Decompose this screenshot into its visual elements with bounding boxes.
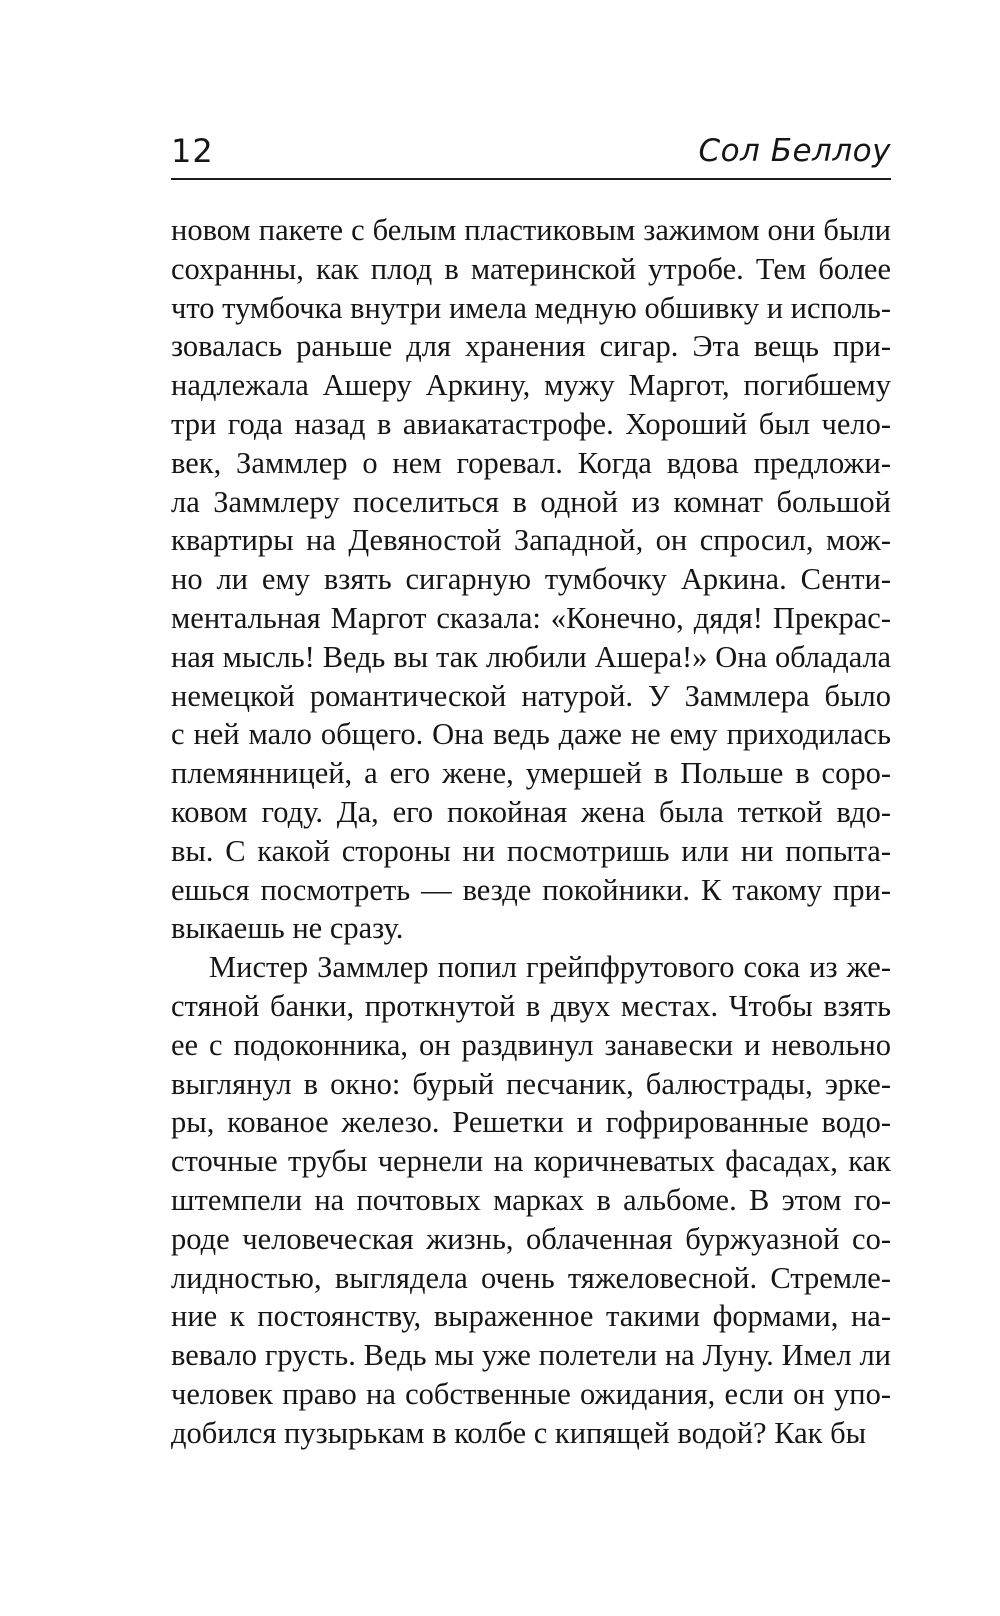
text-line: зовалась раньше для хранения сигар. Эта вещь при- (171, 329, 891, 364)
text-line: штемпели на почтовых марках в альбоме. В этом го- (171, 1182, 891, 1217)
text-line: выглянул в окно: бурый песчаник, балюстрады, эрке- (171, 1066, 891, 1101)
text-line: роде человеческая жизнь, облаченная буржуазной со- (171, 1221, 891, 1256)
text-line: человек право на собственные ожидания, если он упо- (171, 1376, 891, 1411)
text-line: немецкой романтической натурой. У Заммлера было (171, 678, 891, 713)
text-line: ние к постоянству, выраженное такими формами, на- (171, 1299, 891, 1334)
text-line: ры, кованое железо. Решетки и гофрированные водо- (171, 1105, 891, 1140)
text-line: стяной банки, проткнутой в двух местах. Чтобы взять (171, 988, 891, 1023)
page-number: 12 (171, 132, 214, 170)
text-line: с ней мало общего. Она ведь даже не ему приходилась (171, 717, 891, 752)
text-line: лидностью, выглядела очень тяжеловесной. Стремле- (171, 1260, 891, 1295)
paragraph (171, 211, 891, 948)
text-line: ешься посмотреть — везде покойники. К такому при- (171, 872, 891, 907)
paragraph (171, 948, 891, 1452)
text-line: сохранны, как плод в материнской утробе. Тем более (171, 251, 891, 286)
text-line: вевало грусть. Ведь мы уже полетели на Луну. Имел ли (171, 1338, 891, 1373)
text-line: ее с подоконника, он раздвинул занавески и невольно (171, 1027, 891, 1062)
text-line: племянницей, а его жене, умершей в Польше в соро- (171, 756, 891, 791)
text-line: надлежала Ашеру Аркину, мужу Маргот, погибшему (171, 368, 891, 403)
text-line: новом пакете с белым пластиковым зажимом они были (171, 213, 891, 247)
text-line: ментальная Маргот сказала: «Конечно, дядя! Прекрас- (171, 600, 891, 635)
text-line: но ли ему взять сигарную тумбочку Аркина. Сенти- (171, 562, 891, 597)
text-line: сточные трубы чернели на коричневатых фасадах, как (171, 1144, 891, 1179)
text-line: Мистер Заммлер попил грейпфрутового сока из же- (209, 950, 891, 985)
text-line: что тумбочка внутри имела медную обшивку и исполь- (171, 290, 891, 325)
text-line: ковом году. Да, его покойная жена была теткой вдо- (171, 794, 891, 829)
page-header (171, 128, 891, 180)
text-line: ная мысль! Ведь вы так любили Ашера!» Она обладала (171, 639, 891, 674)
text-line: три года назад в авиакатастрофе. Хороший был чело- (171, 406, 891, 441)
text-line: квартиры на Девяностой Западной, он спросил, мож- (171, 523, 891, 558)
text-line: вы. С какой стороны ни посмотришь или ни попыта- (171, 833, 891, 868)
running-head-author: Сол Беллоу (698, 133, 891, 169)
text-line: ла Заммлеру поселиться в одной из комнат большой (171, 484, 891, 519)
text-line: век, Заммлер о нем горевал. Когда вдова предложи- (171, 445, 891, 480)
body-text (171, 211, 891, 1453)
text-line: выкаешь не сразу. (171, 911, 404, 946)
text-line: добился пузырькам в колбе с кипящей водой? Как бы (171, 1415, 867, 1450)
